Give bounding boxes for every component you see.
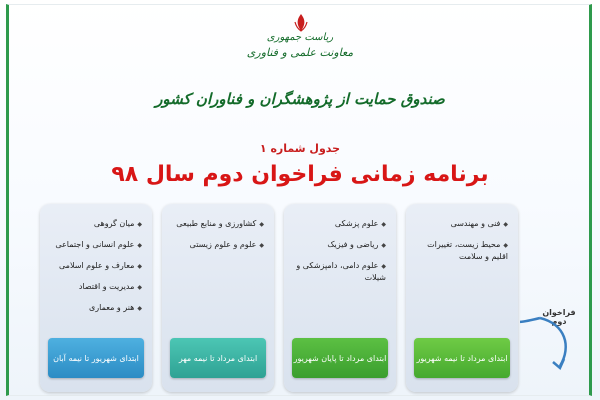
card-item: ◆ علوم انسانی و اجتماعی — [46, 239, 142, 251]
card-medical — [284, 204, 396, 392]
card-item: ◆ ریاضی و فیزیک — [290, 239, 386, 251]
card-item: ◆ علوم پزشکی — [290, 218, 386, 230]
card-agriculture — [162, 204, 274, 392]
fund-name: صندوق حمایت از پژوهشگران و فناوران کشور — [155, 90, 445, 108]
card-item: ◆ هنر و معماری — [46, 302, 142, 314]
period-pill: ابتدای مرداد تا نیمه شهریور — [414, 338, 510, 378]
main-title: برنامه زمانی فراخوان دوم سال ۹۸ — [111, 162, 489, 187]
card-item: ◆ علوم و علوم زیستی — [168, 239, 264, 251]
org-line-1: ریاست جمهوری — [266, 32, 334, 43]
card-item: ◆ میان گروهی — [46, 218, 142, 230]
card-items — [284, 204, 396, 283]
card-item: ◆ مدیریت و اقتصاد — [46, 281, 142, 293]
card-item: ◆ کشاورزی و منابع طبیعی — [168, 218, 264, 230]
second-call-label: فراخوان دوم — [542, 308, 576, 326]
org-line-2: معاونت علمی و فناوری — [246, 46, 354, 59]
period-pill: ابتدای شهریور تا نیمه آبان — [48, 338, 144, 378]
card-item: ◆ علوم دامی، دامپزشکی و شیلات — [290, 260, 386, 283]
header — [0, 6, 600, 126]
curved-arrow-icon — [520, 316, 580, 376]
table-number: جدول شماره ۱ — [259, 142, 341, 155]
iran-emblem-icon — [290, 12, 312, 34]
card-items — [162, 204, 274, 251]
cards-row — [38, 204, 518, 392]
card-humanities — [40, 204, 152, 392]
card-item: ◆ محیط زیست، تغییرات اقلیم و سلامت — [412, 239, 508, 262]
period-pill: ابتدای مرداد تا پایان شهریور — [292, 338, 388, 378]
card-items — [406, 204, 518, 262]
card-items — [40, 204, 152, 314]
period-pill: ابتدای مرداد تا نیمه مهر — [170, 338, 266, 378]
card-item: ◆ فنی و مهندسی — [412, 218, 508, 230]
card-item: ◆ معارف و علوم اسلامی — [46, 260, 142, 272]
card-engineering — [406, 204, 518, 392]
